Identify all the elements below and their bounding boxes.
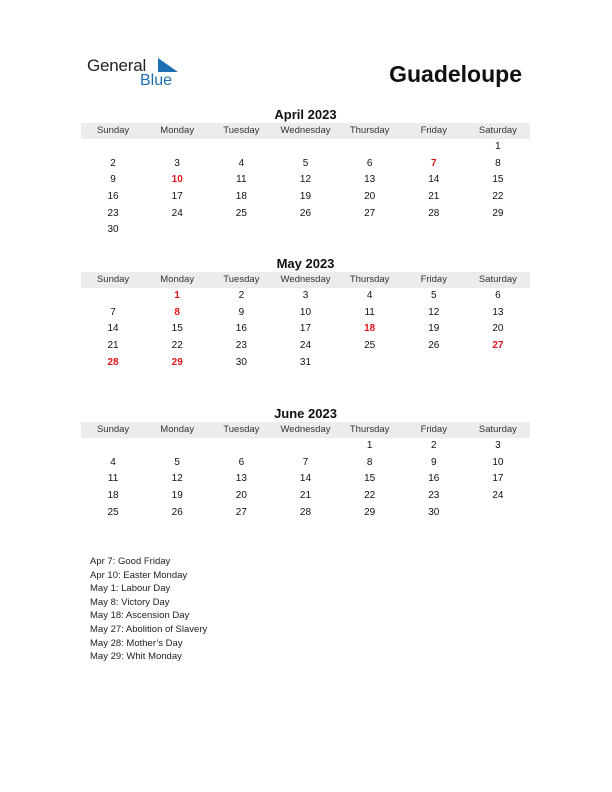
day-cell: 2 [110,157,116,169]
day-cell: 17 [171,191,183,203]
day-cell [402,355,466,372]
day-cell: 17 [492,473,504,485]
weekday-label: Monday [160,424,195,435]
day-cell: 24 [171,207,183,219]
day-cell: 15 [364,473,376,485]
holiday-list-item: May 18: Ascension Day [90,610,190,622]
day-cell: 28 [299,506,312,518]
day-cell: 21 [107,340,119,352]
day-cell: 10 [492,456,504,468]
holiday-list-item: May 29: Whit Monday [90,651,182,663]
day-cell [81,288,145,305]
day-cell: 16 [107,191,119,203]
day-cell: 16 [428,473,440,485]
day-cell [338,355,402,372]
holiday-list-item: May 8: Victory Day [90,596,170,608]
weekday-label: Sunday [96,274,130,285]
weekday-label: Tuesday [223,274,260,285]
day-cell: 21 [299,490,312,502]
holiday-list [90,555,207,664]
weekday-label: Thursday [349,274,390,285]
day-cell: 19 [171,490,183,502]
day-cell: 4 [238,157,245,169]
weekday-label: Wednesday [280,424,331,435]
day-cell: 25 [107,506,119,518]
weekday-label: Friday [420,424,447,435]
day-cell [209,139,273,156]
day-cell: 2 [430,440,437,451]
week-row [81,189,530,206]
day-cell: 8 [495,157,501,169]
month-block-may [81,255,530,371]
generalblue-logo [87,56,187,92]
weekday-label: Friday [420,274,447,285]
day-cell: 9 [238,306,245,318]
weekday-label: Thursday [349,125,390,136]
week-row [81,305,530,322]
day-cell: 9 [430,456,437,468]
week-row [81,172,530,189]
day-cell: 1 [366,440,373,451]
month-block-june [81,405,530,521]
day-cell: 12 [299,174,312,186]
day-cell [338,139,402,156]
day-cell: 11 [236,174,247,186]
day-cell: 11 [107,473,119,485]
day-cell: 29 [492,207,504,219]
day-cell [209,222,273,239]
day-cell: 15 [171,323,183,335]
weekday-label: Thursday [349,424,390,435]
week-row [81,222,530,239]
day-cell: 30 [235,356,247,368]
month-title: June 2023 [274,406,337,421]
holiday-day-cell: 1 [174,290,180,301]
day-cell: 13 [364,174,376,186]
weekday-label: Tuesday [223,424,260,435]
week-row [81,338,530,355]
day-cell: 20 [492,323,504,335]
day-cell: 20 [235,490,247,502]
weekday-label: Tuesday [223,125,260,136]
day-cell [81,139,145,156]
day-cell: 24 [299,340,312,352]
month-block-april [81,106,530,239]
week-row [81,139,530,156]
holiday-day-cell: 7 [430,157,437,169]
day-cell: 22 [171,340,183,352]
week-row [81,471,530,488]
weekday-label: Sunday [96,424,130,435]
weekday-header-row [81,422,530,438]
day-cell: 8 [366,456,373,468]
holiday-day-cell: 28 [107,356,119,368]
week-row [81,438,530,455]
day-cell: 13 [235,473,247,485]
day-cell: 23 [428,490,440,502]
logo-triangle-icon [158,58,178,72]
holiday-day-cell: 27 [492,340,504,352]
logo-word-blue: Blue [140,72,173,89]
day-cell: 9 [110,174,116,186]
weekday-label: Saturday [478,274,517,285]
day-cell: 6 [238,456,245,468]
day-cell: 21 [428,191,440,203]
day-cell [81,438,145,455]
day-cell [466,222,530,239]
day-cell: 18 [235,191,247,203]
day-cell [273,222,337,239]
day-cell: 5 [174,456,180,468]
day-cell: 6 [495,290,501,301]
day-cell [338,222,402,239]
week-row [81,505,530,522]
weekday-label: Saturday [478,125,517,136]
day-cell: 5 [302,157,309,169]
day-cell [402,222,466,239]
logo-word-general: General [87,56,147,75]
day-cell: 30 [107,224,119,236]
weekday-label: Friday [420,125,447,136]
day-cell: 31 [299,356,312,368]
week-row [81,156,530,173]
day-cell [466,355,530,372]
day-cell: 10 [299,306,312,318]
day-cell: 23 [235,340,247,352]
day-cell: 16 [235,323,247,335]
week-row [81,321,530,338]
day-cell: 3 [495,440,501,451]
holiday-list-item: Apr 7: Good Friday [90,556,171,567]
day-cell: 28 [428,207,440,219]
holiday-list-item: May 28: Mother’s Day [90,637,183,649]
day-cell: 5 [430,290,437,301]
day-cell: 4 [366,290,373,301]
holiday-list-item: Apr 10: Easter Monday [90,569,188,581]
holiday-list-item: May 1: Labour Day [90,583,171,595]
month-title: April 2023 [274,107,337,122]
day-cell: 1 [495,141,501,152]
weekday-label: Saturday [478,424,517,435]
holiday-day-cell: 8 [174,306,180,318]
day-cell [145,139,209,156]
day-cell: 12 [171,473,183,485]
week-row [81,288,530,305]
weekday-header-row [81,123,530,139]
day-cell: 13 [492,306,504,318]
day-cell: 25 [235,207,247,219]
week-row [81,455,530,472]
weekday-label: Wednesday [280,274,331,285]
holiday-day-cell: 29 [171,356,183,368]
day-cell: 12 [428,306,440,318]
weekday-label: Monday [160,274,195,285]
day-cell: 4 [110,456,116,468]
day-cell [273,438,337,455]
day-cell: 22 [492,191,504,203]
day-cell: 3 [302,290,309,301]
day-cell: 17 [299,323,312,335]
day-cell: 19 [428,323,440,335]
week-row [81,488,530,505]
day-cell: 30 [428,506,440,518]
country-title: Guadeloupe [389,61,522,87]
day-cell: 26 [428,340,440,352]
day-cell: 19 [299,191,312,203]
day-cell [402,139,466,156]
day-cell: 14 [107,323,119,335]
day-cell: 23 [107,207,119,219]
weekday-label: Wednesday [280,125,331,136]
day-cell [209,438,273,455]
day-cell: 18 [107,490,119,502]
day-cell: 2 [238,290,245,301]
day-cell: 7 [110,306,116,318]
day-cell [145,438,209,455]
day-cell: 14 [428,174,440,186]
weekday-header-row [81,272,530,288]
day-cell: 26 [171,506,183,518]
day-cell: 29 [364,506,376,518]
day-cell: 27 [235,506,247,518]
day-cell [466,505,530,522]
day-cell: 27 [364,207,376,219]
day-cell: 24 [492,490,504,502]
holiday-list-item: May 27: Abolition of Slavery [90,623,208,635]
weekday-label: Monday [160,125,195,136]
day-cell [145,222,209,239]
day-cell: 15 [492,174,504,186]
day-cell: 6 [366,157,373,169]
day-cell: 11 [364,306,375,318]
day-cell: 25 [364,340,376,352]
day-cell: 14 [299,473,312,485]
holiday-day-cell: 18 [364,323,376,335]
day-cell [273,139,337,156]
week-row [81,206,530,223]
day-cell: 3 [174,157,180,169]
day-cell: 22 [364,490,376,502]
weekday-label: Sunday [96,125,130,136]
month-title: May 2023 [276,256,335,271]
day-cell: 26 [299,207,312,219]
day-cell: 7 [302,456,309,468]
week-row [81,355,530,372]
day-cell: 20 [364,191,376,203]
holiday-day-cell: 10 [171,174,183,186]
